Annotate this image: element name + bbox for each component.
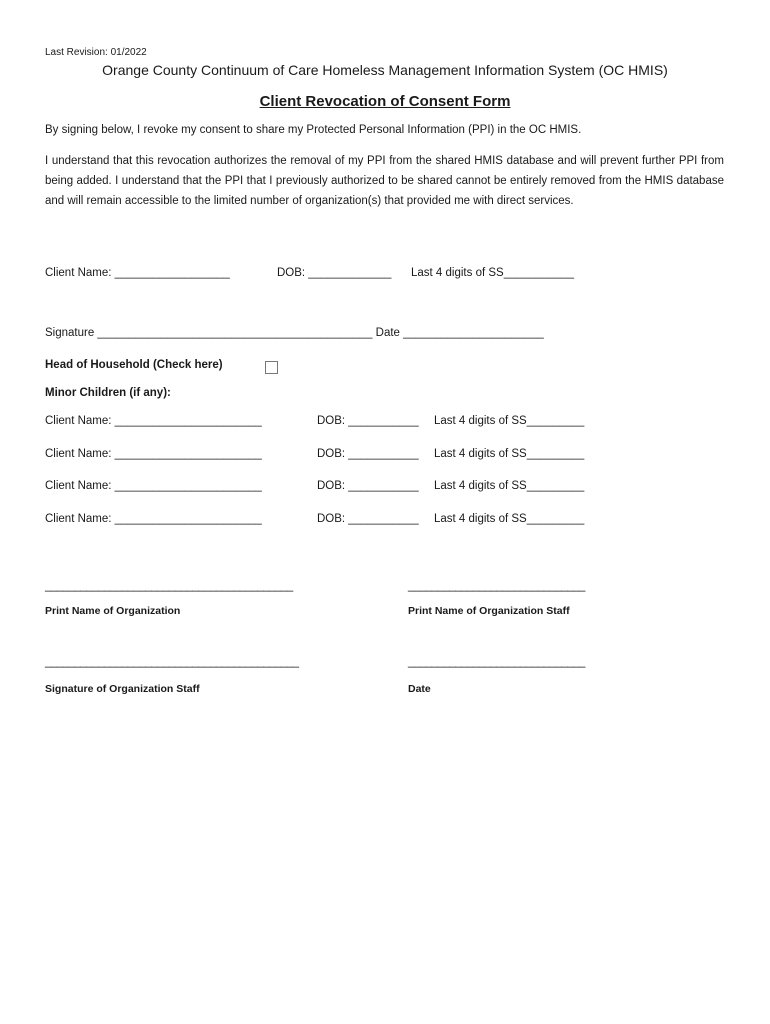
minor-name-field[interactable]: Client Name: _______________________ <box>45 513 262 525</box>
head-of-household-label: Head of Household (Check here) <box>45 359 223 371</box>
client-signature-field[interactable]: Signature ___________________________________________ Date ______________________ <box>45 327 544 339</box>
head-of-household-checkbox[interactable] <box>265 361 278 374</box>
form-title: Client Revocation of Consent Form <box>259 93 511 110</box>
revocation-explanation: I understand that this revocation authorizes the removal of my PPI from the shared HMIS database and will prevent further PPI from being added. I understand that the PPI that I previously authorized to be shared cannot be entirely removed from the HMIS database and will remain accessible to the limited number of organization(s) that provided me with direct services. <box>45 155 724 207</box>
organization-name-label: Print Name of Organization <box>45 605 181 617</box>
staff-signature-label: Signature of Organization Staff <box>45 683 200 695</box>
minor-ss-field[interactable]: Last 4 digits of SS_________ <box>434 415 585 427</box>
minor-children-label: Minor Children (if any): <box>45 387 171 399</box>
minor-ss-field[interactable]: Last 4 digits of SS_________ <box>434 448 585 460</box>
organization-name-line[interactable]: __________________________________________ <box>45 580 293 592</box>
staff-name-line[interactable]: ______________________________ <box>408 580 585 592</box>
minor-dob-field[interactable]: DOB: ___________ <box>317 448 419 460</box>
client-ss-field[interactable]: Last 4 digits of SS___________ <box>411 267 575 279</box>
date-label: Date <box>408 683 431 695</box>
minor-dob-field[interactable]: DOB: ___________ <box>317 513 419 525</box>
minor-name-field[interactable]: Client Name: _______________________ <box>45 480 262 492</box>
minor-name-field[interactable]: Client Name: _______________________ <box>45 415 262 427</box>
minor-ss-field[interactable]: Last 4 digits of SS_________ <box>434 480 585 492</box>
minor-dob-field[interactable]: DOB: ___________ <box>317 415 419 427</box>
revocation-statement: By signing below, I revoke my consent to share my Protected Personal Information (PPI) in the OC HMIS. <box>45 124 582 136</box>
revision-date: Last Revision: 01/2022 <box>45 47 147 58</box>
organization-title: Orange County Continuum of Care Homeless Management Information System (OC HMIS) <box>102 62 668 78</box>
minor-ss-field[interactable]: Last 4 digits of SS_________ <box>434 513 585 525</box>
minor-dob-field[interactable]: DOB: ___________ <box>317 480 419 492</box>
client-name-field[interactable]: Client Name: __________________ <box>45 267 230 279</box>
client-dob-field[interactable]: DOB: _____________ <box>277 267 392 279</box>
staff-signature-line[interactable]: ___________________________________________ <box>45 656 299 668</box>
date-line[interactable]: ______________________________ <box>408 656 585 668</box>
staff-name-label: Print Name of Organization Staff <box>408 605 570 617</box>
minor-name-field[interactable]: Client Name: _______________________ <box>45 448 262 460</box>
